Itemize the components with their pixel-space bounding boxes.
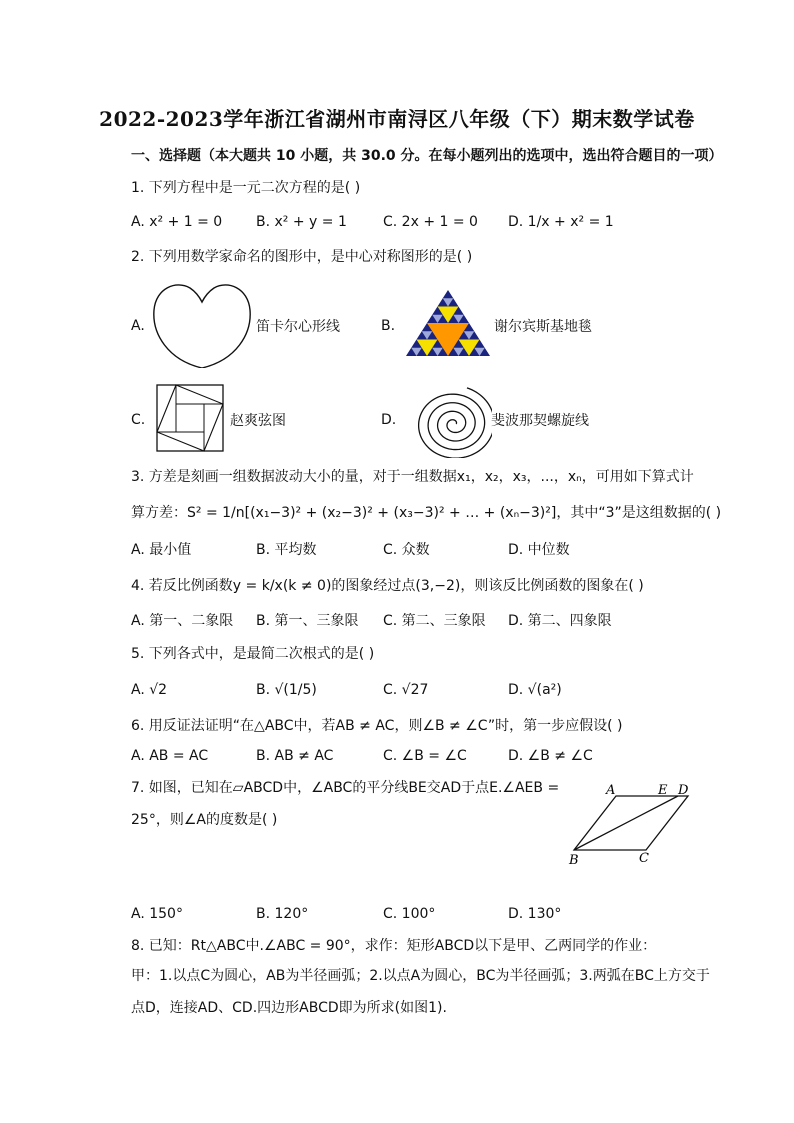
question-7-stem: 7. 如图，已知在▱ABCD中，∠ABC的平分线BE交AD于点E.∠AEB = [131,780,560,796]
q2-figure-c-label: 赵爽弦图 [230,413,286,429]
cardioid-heart-figure [150,282,254,368]
q6-option-b: B. AB ≠ AC [256,748,334,764]
q6-option-c: C. ∠B = ∠C [383,748,467,764]
question-6-stem: 6. 用反证法证明“在△ABC中，若AB ≠ AC，则∠B ≠ ∠C”时，第一步应假设( ) [131,718,623,734]
q3-option-c: C. 众数 [383,542,430,558]
q2-option-a: A. [131,318,145,334]
q1-option-c: C. 2x + 1 = 0 [383,214,478,230]
q7-option-b: B. 120° [256,906,309,922]
question-1-stem: 1. 下列方程中是一元二次方程的是( ) [131,180,361,196]
q2-figure-b-label: 谢尔宾斯基地毯 [494,319,592,335]
vertex-label-d: D [678,783,689,798]
q4-option-c: C. 第二、三象限 [383,613,486,629]
zhao-shuang-diagram-figure [156,384,224,452]
q1-option-b: B. x² + y = 1 [256,214,347,230]
point-label-e: E [658,783,668,798]
q5-option-c: C. √27 [383,682,429,698]
q6-option-d: D. ∠B ≠ ∠C [508,748,593,764]
question-8-stem-3: 点D，连接AD、CD.四边形ABCD即为所求(如图1). [131,1000,447,1016]
parallelogram-abcd-figure [560,778,700,870]
q2-figure-a-label: 笛卡尔心形线 [256,319,340,335]
question-2-stem: 2. 下列用数学家命名的图形中，是中心对称图形的是( ) [131,249,473,265]
q4-option-b: B. 第一、三象限 [256,613,359,629]
q5-option-d: D. √(a²) [508,682,562,698]
question-8-stem-2: 甲：1.以点C为圆心，AB为半径画弧；2.以点A为圆心，BC为半径画弧；3.两弧在BC上方交于 [131,968,710,984]
vertex-label-b: B [569,853,579,868]
q2-option-b: B. [381,318,396,334]
vertex-label-a: A [606,783,616,798]
question-3-stem-2: 算方差：S² = 1/n[(x₁−3)² + (x₂−3)² + (x₃−3)² + … + (xₙ−3)²]，其中“3”是这组数据的( ) [131,505,722,521]
q4-option-d: D. 第二、四象限 [508,613,612,629]
q2-option-d: D. [381,412,397,428]
page-title: 2022-2023学年浙江省湖州市南浔区八年级（下）期末数学试卷 [99,107,695,131]
section-heading: 一、选择题（本大题共 10 小题，共 30.0 分。在每小题列出的选项中，选出符合题目的一项） [131,148,723,164]
vertex-label-c: C [639,851,649,866]
q3-option-d: D. 中位数 [508,542,570,558]
question-8-stem: 8. 已知：Rt△ABC中.∠ABC = 90°，求作：矩形ABCD以下是甲、乙两同学的作业： [131,938,657,954]
q5-option-b: B. √(1/5) [256,682,317,698]
question-3-stem: 3. 方差是刻画一组数据波动大小的量，对于一组数据x₁，x₂，x₃，...，xₙ，可用如下算式计 [131,469,694,485]
fibonacci-spiral-figure [404,378,492,458]
question-4-stem: 4. 若反比例函数y = k/x(k ≠ 0)的图象经过点(3,−2)，则该反比例函数的图象在( ) [131,578,644,594]
q4-option-a: A. 第一、二象限 [131,613,234,629]
q7-option-a: A. 150° [131,906,183,922]
q3-option-b: B. 平均数 [256,542,317,558]
q7-option-c: C. 100° [383,906,436,922]
question-5-stem: 5. 下列各式中，是最简二次根式的是( ) [131,646,375,662]
q1-option-a: A. x² + 1 = 0 [131,214,223,230]
q1-option-d: D. 1/x + x² = 1 [508,214,614,230]
q6-option-a: A. AB = AC [131,748,209,764]
q2-option-c: C. [131,412,146,428]
q5-option-a: A. √2 [131,682,168,698]
q3-option-a: A. 最小值 [131,542,192,558]
sierpinski-triangle-figure [406,290,490,356]
q2-figure-d-label: 斐波那契螺旋线 [491,413,589,429]
q7-option-d: D. 130° [508,906,562,922]
question-7-stem-2: 25°，则∠A的度数是( ) [131,812,278,828]
